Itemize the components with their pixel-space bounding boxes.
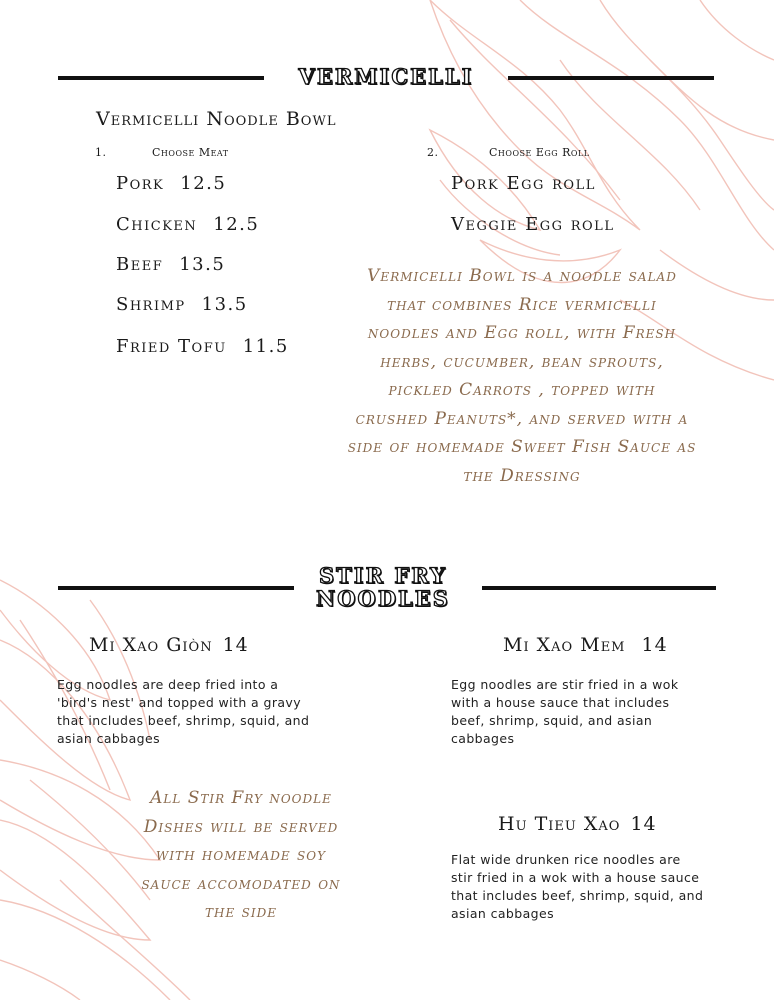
note-line: Dishes will be served <box>143 816 339 837</box>
step1-number: 1. <box>95 146 107 159</box>
meat-option <box>116 214 259 235</box>
stir-fry-heading-line1: STIR FRY <box>318 563 448 588</box>
meat-name: Chicken <box>116 214 198 235</box>
description-line: herbs, cucumber, bean sprouts, <box>380 351 664 372</box>
meat-price: 12.5 <box>180 173 227 194</box>
description-line: beef, shrimp, squid, and asian <box>451 713 653 728</box>
stir-fry-heading <box>298 564 468 610</box>
description-line: Vermicelli Bowl is a noodle salad <box>367 266 677 286</box>
meat-name: Pork <box>116 173 165 194</box>
description-line: cabbages <box>451 731 515 746</box>
description-line: with a house sauce that includes <box>451 695 670 710</box>
meat-option <box>116 254 225 275</box>
description-line: that includes beef, shrimp, squid, and <box>451 888 704 903</box>
stir-fry-rule-left <box>58 586 294 590</box>
dish-name: Hu Tieu Xao <box>498 813 621 835</box>
description-line: that includes beef, shrimp, squid, and <box>57 713 310 728</box>
description-line: Egg noodles are deep fried into a <box>57 677 279 692</box>
description-line: pickled Carrots , topped with <box>388 380 656 400</box>
meat-price: 11.5 <box>242 336 289 357</box>
description-line: side of homemade Sweet Fish Sauce as <box>347 437 697 457</box>
description-line: 'bird's nest' and topped with a gravy <box>57 695 302 710</box>
dish-name: Mi Xao Mem <box>503 634 626 656</box>
meat-price: 13.5 <box>201 294 248 315</box>
description-line: crushed Peanuts*, and served with a <box>355 408 689 429</box>
description-line: asian cabbages <box>451 906 554 921</box>
description-line: Egg noodles are stir fried in a wok <box>451 677 679 692</box>
meat-option <box>116 336 289 357</box>
description-line: Flat wide drunken rice noodles are <box>451 852 681 867</box>
note-line: All Stir Fry noodle <box>150 788 332 808</box>
dish-price: 14 <box>222 634 249 656</box>
description-line: noodles and Egg roll, with Fresh <box>367 323 677 343</box>
step2-number: 2. <box>427 146 439 159</box>
dish-description-hu-tieu-xao <box>451 851 751 923</box>
meat-name: Shrimp <box>116 294 186 315</box>
dish-title-mi-xao-mem <box>503 634 668 656</box>
stir-fry-rule-right <box>482 586 716 590</box>
stir-fry-note <box>110 784 372 927</box>
dish-price: 14 <box>630 813 657 835</box>
step1-label: Choose Meat <box>152 146 229 159</box>
meat-name: Beef <box>116 254 164 275</box>
egg-roll-option: Pork Egg roll <box>451 173 596 194</box>
meat-price: 13.5 <box>179 254 226 275</box>
meat-option <box>116 173 226 194</box>
stir-fry-heading-line2: NOODLES <box>316 586 450 611</box>
dish-price: 14 <box>641 634 668 656</box>
dish-description-mi-xao-gion <box>57 676 357 748</box>
meat-price: 12.5 <box>213 214 260 235</box>
egg-roll-option: Veggie Egg roll <box>451 214 615 235</box>
meat-option <box>116 294 248 315</box>
vermicelli-dish-title: Vermicelli Noodle Bowl <box>96 108 337 130</box>
description-line: that combines Rice vermicelli <box>387 294 657 315</box>
step2-label: Choose Egg Roll <box>489 146 590 159</box>
description-line: the Dressing <box>463 465 581 486</box>
vermicelli-heading: VERMICELLI <box>298 64 474 89</box>
description-line: stir fried in a wok with a house sauce <box>451 870 700 885</box>
vermicelli-rule-left <box>58 76 264 80</box>
note-line: the side <box>205 902 277 922</box>
dish-title-hu-tieu-xao <box>498 813 657 835</box>
dish-description-mi-xao-mem <box>451 676 751 748</box>
dish-name: Mi Xao Giòn <box>89 634 213 656</box>
description-line: asian cabbages <box>57 731 160 746</box>
meat-name: Fried Tofu <box>116 336 227 357</box>
note-line: with homemade soy <box>155 845 326 865</box>
vermicelli-description <box>322 262 722 490</box>
note-line: sauce accomodated on <box>141 873 341 894</box>
vermicelli-rule-right <box>508 76 714 80</box>
dish-title-mi-xao-gion <box>89 634 249 656</box>
